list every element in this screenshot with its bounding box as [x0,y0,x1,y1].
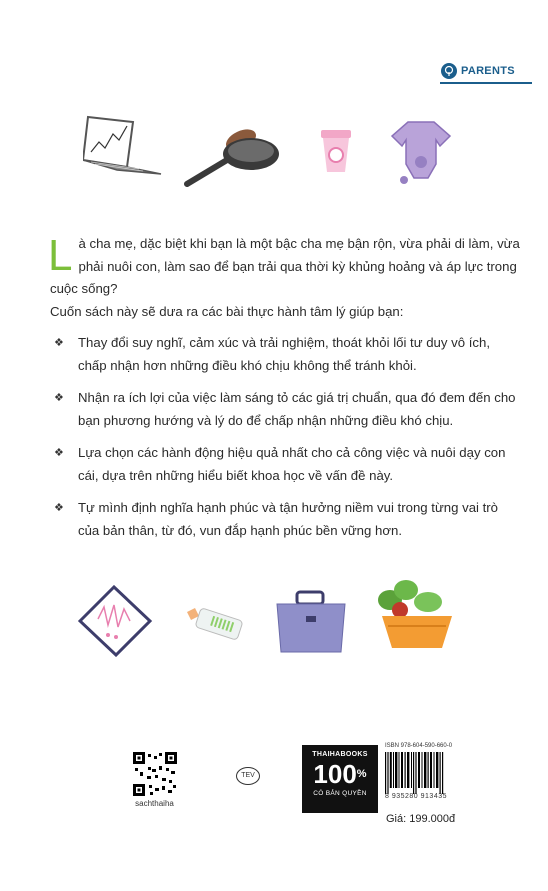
cup-icon [317,128,357,176]
logo-text: PARENTS [461,65,515,77]
price-label: Giá: 199.000đ [386,813,456,825]
diamond-bullet-icon: ❖ [54,447,64,459]
diamond-bullet-icon: ❖ [54,502,64,514]
intro-text: à cha mẹ, dặc biệt khi bạn là một bậc cha mẹ bận rộn, vừa phải di làm, vừa phải nuôi con, làm sao để bạn trải qua thời kỳ khủng hoảng và áp lực trong cuộc sống? [50,236,520,296]
copyright-stamp [302,745,378,813]
bullet-list [50,332,520,552]
tablet-icon [78,585,158,657]
bullet-text: Lựa chọn các hành động hiệu quả nhất cho cả công việc và nuôi dạy con cái, dựa trên những hiểu biết khoa học về vấn đề này. [78,445,506,483]
laptop-icon [83,112,163,184]
list-item [50,387,520,432]
publisher-logo [441,62,521,80]
stamp-caption: CÓ BẢN QUYỀN [313,790,367,797]
baby-bottle-icon [185,608,245,644]
dropcap-letter: L [48,231,73,280]
frying-pan-icon [183,118,283,190]
intro-paragraph [50,233,520,323]
stamp-percent: % [356,768,367,780]
list-item [50,497,520,542]
intro-lead: Cuốn sách này sẽ dưa ra các bài thực hành tâm lý giúp bạn: [50,303,404,319]
stamp-number-value: 100 [313,759,357,789]
diamond-bullet-icon: ❖ [54,337,64,349]
baby-onesie-icon [388,118,454,184]
tev-logo: TEV [236,767,260,785]
list-item [50,332,520,377]
stamp-number [302,760,378,788]
bullet-text: Thay đổi suy nghĩ, cảm xúc và trải nghiệm, thoát khỏi lối tư duy vô ích, chấp nhận hơn những điều khó chịu không thể tránh khỏi. [78,335,490,373]
qr-label: sachthaiha [135,799,174,808]
qr-code [133,752,177,796]
barcode-number: 8 935280 913435 [385,793,447,800]
header-rule [440,82,532,84]
bullet-text: Tự mình định nghĩa hạnh phúc và tận hưởng niềm vui trong từng vai trò của bản thân, từ đó, vun đắp hạnh phúc bền vững hơn. [78,500,499,538]
bullet-text: Nhận ra ích lợi của việc làm sáng tỏ các giá trị chuẩn, qua đó đem đến cho bạn phương hướng và lý do để chấp nhận những điều khó chịu. [78,390,516,428]
vegetable-basket-icon [372,576,458,658]
list-item [50,442,520,487]
tree-icon [441,63,457,79]
isbn-text: ISBN 978-604-590-660-0 [385,743,453,749]
diamond-bullet-icon: ❖ [54,392,64,404]
briefcase-icon [273,590,349,656]
stamp-publisher: THAIHABOOKS [312,751,368,758]
